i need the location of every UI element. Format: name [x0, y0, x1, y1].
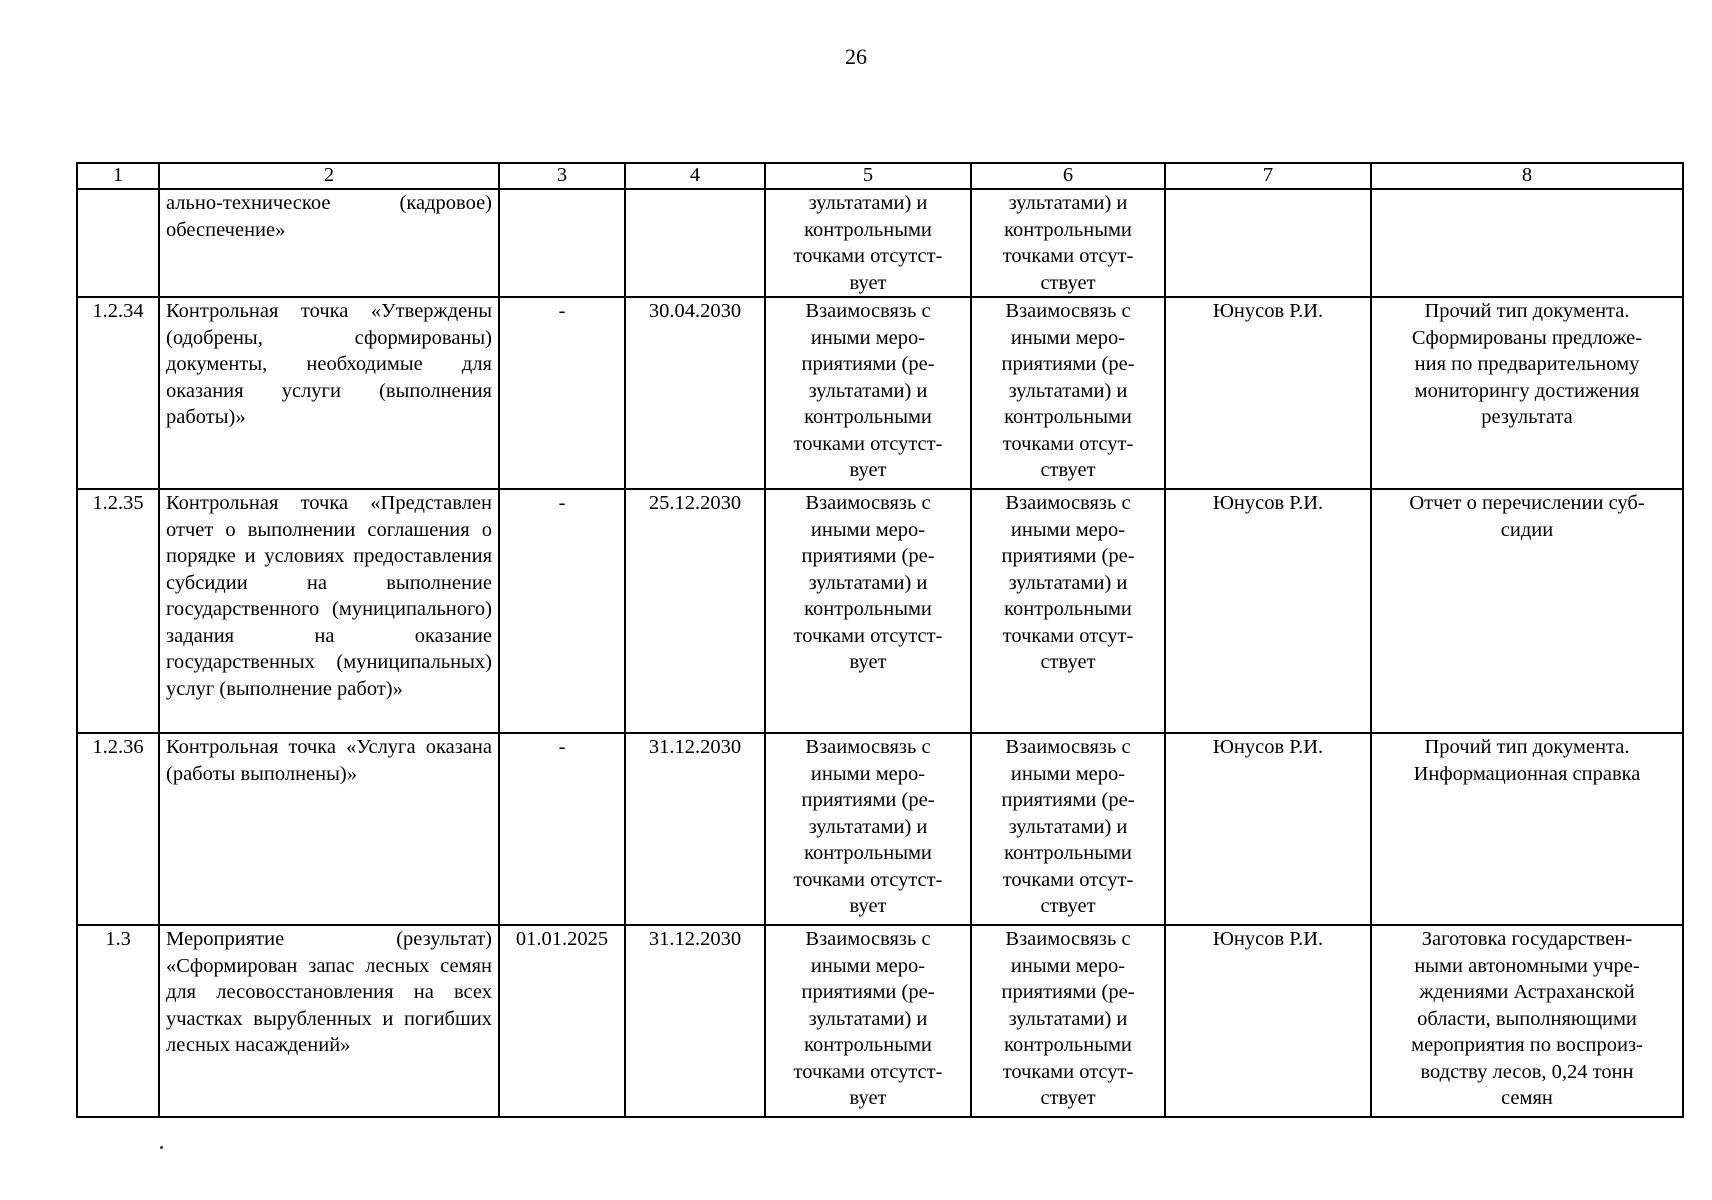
link-prev	[765, 925, 971, 1117]
row-number: 1.2.36	[77, 733, 159, 925]
end-date: 30.04.2030	[625, 297, 765, 489]
link-line: ствует	[1040, 271, 1096, 294]
document-line: водству лесов, 0,24 тонн	[1420, 1060, 1634, 1083]
document-line: ния по предварительному	[1414, 353, 1640, 375]
start-date: -	[499, 733, 625, 925]
link-line: приятиями (ре-	[1001, 789, 1135, 811]
document-line: Сформированы предложе-	[1411, 326, 1643, 349]
link-prev	[765, 297, 971, 489]
document-line: Прочий тип документа.	[1424, 300, 1630, 322]
link-line: вует	[849, 651, 887, 673]
link-prev	[765, 489, 971, 733]
link-prev	[765, 733, 971, 925]
responsible: Юнусов Р.И.	[1165, 733, 1371, 925]
row-name	[159, 189, 499, 297]
link-line: зультатами) и	[1008, 815, 1128, 838]
name-line: обеспечение»	[166, 218, 286, 241]
link-line: контрольными	[1004, 842, 1132, 864]
document	[1371, 297, 1683, 489]
end-date: 31.12.2030	[625, 733, 765, 925]
link-line: точками отсутст-	[793, 624, 943, 647]
end-date: 25.12.2030	[625, 489, 765, 733]
row-number: 1.3	[77, 925, 159, 1117]
link-line: точками отсут-	[1002, 432, 1134, 455]
link-line: Взаимосвязь с	[1005, 928, 1131, 950]
link-line: Взаимосвязь с	[805, 928, 931, 950]
document-line: мониторингу достижения	[1414, 379, 1640, 402]
column-header: 2	[159, 163, 499, 189]
start-date	[499, 189, 625, 297]
column-header: 3	[499, 163, 625, 189]
document-line: ными автономными учре-	[1414, 954, 1640, 977]
link-line: точками отсут-	[1002, 868, 1134, 891]
document-line: ждениями Астраханской	[1419, 981, 1635, 1003]
link-line: зультатами) и	[808, 192, 928, 214]
link-line: контрольными	[1004, 1034, 1132, 1056]
responsible: Юнусов Р.И.	[1165, 489, 1371, 733]
table-row	[77, 489, 1683, 733]
column-header: 1	[77, 163, 159, 189]
link-next	[971, 925, 1165, 1117]
link-line: иными меро-	[1010, 954, 1126, 977]
link-line: точками отсут-	[1002, 245, 1134, 267]
link-line: Взаимосвязь с	[1005, 300, 1131, 322]
link-line: иными меро-	[810, 326, 926, 349]
column-header: 6	[971, 163, 1165, 189]
document	[1371, 925, 1683, 1117]
row-number: 1.2.35	[77, 489, 159, 733]
page-number: 26	[845, 44, 867, 69]
link-line: ствует	[1040, 459, 1096, 481]
link-line: зультатами) и	[1008, 192, 1128, 214]
column-header: 5	[765, 163, 971, 189]
document-line: Прочий тип документа.	[1424, 736, 1630, 758]
row-name: Контрольная точка «Услуга оказана (работы выполнены)»	[159, 733, 499, 925]
link-line: Взаимосвязь с	[805, 736, 931, 758]
document	[1371, 489, 1683, 733]
link-line: Взаимосвязь с	[805, 300, 931, 322]
document-line: сидии	[1500, 518, 1554, 541]
table-row-continuation	[77, 189, 1683, 297]
document	[1371, 733, 1683, 925]
link-line: контрольными	[1004, 218, 1132, 241]
column-header: 4	[625, 163, 765, 189]
link-line: Взаимосвязь с	[1005, 492, 1131, 514]
table-row	[77, 733, 1683, 925]
link-line: иными меро-	[810, 954, 926, 977]
link-line: контрольными	[1004, 598, 1132, 620]
link-line: ствует	[1040, 1087, 1096, 1109]
link-line: приятиями (ре-	[1001, 981, 1135, 1003]
link-line: точками отсутст-	[793, 245, 943, 267]
link-line: иными меро-	[1010, 762, 1126, 785]
row-number: 1.2.34	[77, 297, 159, 489]
link-line: зультатами) и	[1008, 571, 1128, 594]
link-line: иными меро-	[1010, 518, 1126, 541]
link-line: зультатами) и	[808, 815, 928, 838]
link-line: точками отсут-	[1002, 624, 1134, 647]
document-line: Отчет о перечислении суб-	[1409, 492, 1645, 514]
document	[1371, 189, 1683, 297]
link-next	[971, 297, 1165, 489]
responsible	[1165, 189, 1371, 297]
link-line: вует	[849, 1087, 887, 1109]
header-row	[77, 163, 1683, 189]
link-line: иными меро-	[1010, 326, 1126, 349]
link-line: точками отсутст-	[793, 432, 943, 455]
document-line: области, выполняющими	[1417, 1007, 1637, 1030]
start-date: 01.01.2025	[499, 925, 625, 1117]
link-line: вует	[849, 271, 887, 294]
link-line: ствует	[1040, 651, 1096, 673]
link-line: зультатами) и	[1008, 1007, 1128, 1030]
link-next	[971, 489, 1165, 733]
scan-speck	[160, 1146, 163, 1149]
link-next	[971, 733, 1165, 925]
link-line: приятиями (ре-	[1001, 545, 1135, 567]
link-next	[971, 189, 1165, 297]
start-date: -	[499, 489, 625, 733]
link-line: иными меро-	[810, 762, 926, 785]
link-line: приятиями (ре-	[801, 353, 935, 375]
name-line: ально-техническое (кадровое)	[166, 192, 492, 214]
link-line: контрольными	[804, 842, 932, 864]
row-name: Контрольная точка «Представлен отчет о выполнении соглашения о порядке и условиях предоставления субсидии на выполнение государственного (муниципального) задания на оказание государственных (муниципальных) услуг (выполнение работ)»	[159, 489, 499, 733]
document-line: семян	[1501, 1087, 1553, 1109]
link-line: зультатами) и	[1008, 379, 1128, 402]
column-header: 7	[1165, 163, 1371, 189]
document-line: Информационная справка	[1413, 762, 1641, 785]
link-line: ствует	[1040, 895, 1096, 917]
link-line: контрольными	[804, 598, 932, 620]
link-line: точками отсутст-	[793, 1060, 943, 1083]
link-line: зультатами) и	[808, 379, 928, 402]
document-line: результата	[1481, 406, 1573, 428]
link-line: контрольными	[804, 218, 932, 241]
link-line: приятиями (ре-	[801, 981, 935, 1003]
column-header: 8	[1371, 163, 1683, 189]
document-line: Заготовка государствен-	[1421, 928, 1633, 950]
table-row	[77, 297, 1683, 489]
row-number	[77, 189, 159, 297]
start-date: -	[499, 297, 625, 489]
link-line: точками отсут-	[1002, 1060, 1134, 1083]
link-line: контрольными	[1004, 406, 1132, 428]
link-line: приятиями (ре-	[801, 545, 935, 567]
responsible: Юнусов Р.И.	[1165, 297, 1371, 489]
link-line: Взаимосвязь с	[1005, 736, 1131, 758]
link-prev	[765, 189, 971, 297]
responsible: Юнусов Р.И.	[1165, 925, 1371, 1117]
link-line: Взаимосвязь с	[805, 492, 931, 514]
row-name: Мероприятие (результат) «Сформирован запас лесных семян для лесовосстановления на всех участках вырубленных и погибших лесных насаждений»	[159, 925, 499, 1117]
link-line: приятиями (ре-	[801, 789, 935, 811]
link-line: зультатами) и	[808, 571, 928, 594]
link-line: точками отсутст-	[793, 868, 943, 891]
end-date: 31.12.2030	[625, 925, 765, 1117]
link-line: вует	[849, 459, 887, 481]
link-line: зультатами) и	[808, 1007, 928, 1030]
link-line: контрольными	[804, 1034, 932, 1056]
end-date	[625, 189, 765, 297]
plan-table	[76, 162, 1684, 1118]
link-line: приятиями (ре-	[1001, 353, 1135, 375]
link-line: контрольными	[804, 406, 932, 428]
link-line: иными меро-	[810, 518, 926, 541]
table-row	[77, 925, 1683, 1117]
document-line: мероприятия по воспроиз-	[1411, 1034, 1643, 1056]
link-line: вует	[849, 895, 887, 917]
row-name: Контрольная точка «Утверждены (одобрены, сформированы) документы, необходимые для оказания услуги (выполнения работы)»	[159, 297, 499, 489]
